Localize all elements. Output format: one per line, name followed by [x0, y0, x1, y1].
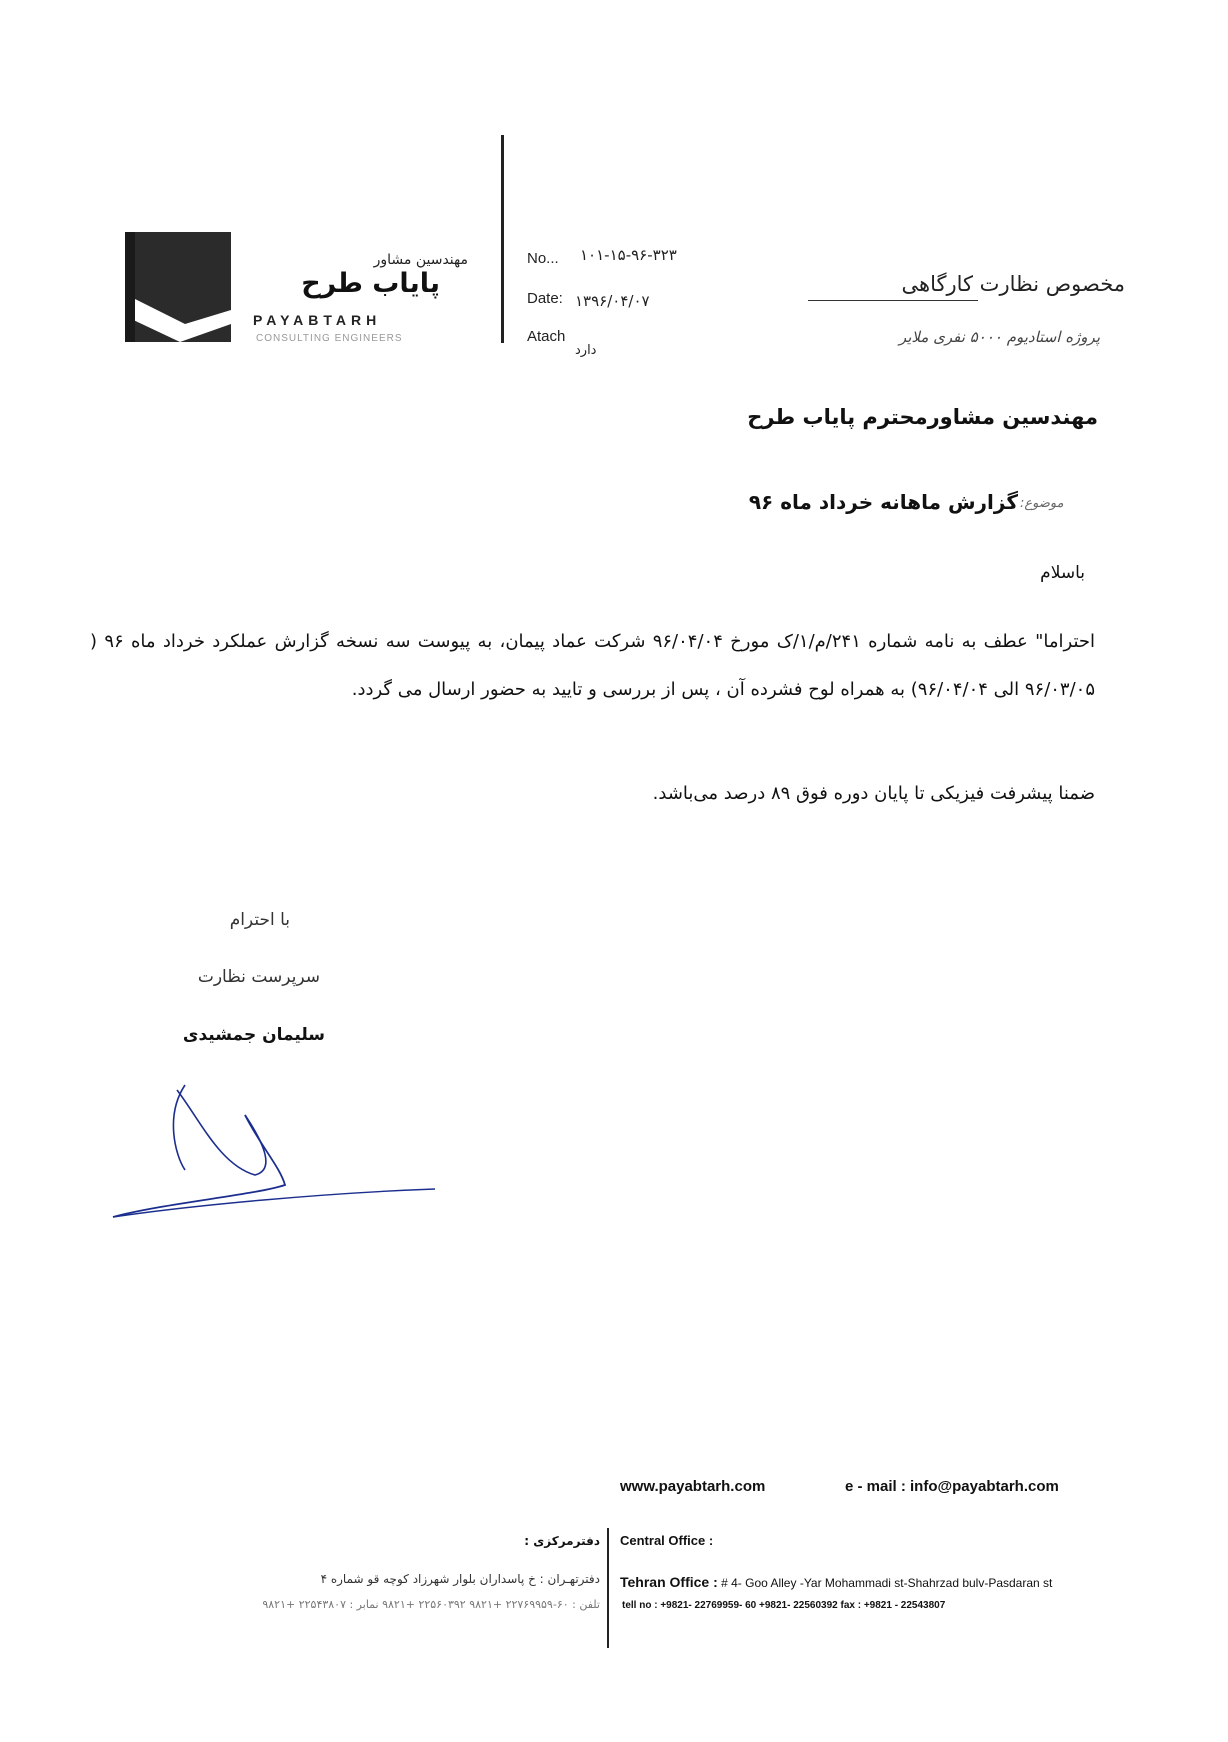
ref-attach-label: Atach [527, 328, 566, 345]
project-name: پروژه استادیوم ۵۰۰۰ نفری ملایر [898, 328, 1100, 346]
logo-fa-subtitle: مهندسین مشاور [373, 252, 468, 268]
handwritten-signature [105, 1075, 445, 1220]
logo-fa-name: پایاب طرح [301, 268, 440, 299]
subject-label: موضوع: [1020, 496, 1064, 511]
ref-attach-value: دارد [575, 343, 597, 358]
logo-en-subtitle: CONSULTING ENGINEERS [256, 333, 403, 344]
letter-body-progress: ضمنا پیشرفت فیزیکی تا پایان دوره فوق ۸۹ درصد می‌باشد. [652, 783, 1095, 804]
tehran-office-en [620, 1574, 1052, 1590]
ref-date-value: ۱۳۹۶/۰۴/۰۷ [575, 292, 650, 310]
central-office-fa: دفترمرکزی : [524, 1534, 600, 1548]
footer-divider [607, 1528, 609, 1648]
company-logo-mark [125, 232, 231, 342]
subject: گزارش ماهانه خرداد ماه ۹۶ [748, 490, 1018, 514]
tehran-office-en-label: Tehran Office : [620, 1574, 718, 1590]
tehran-office-fa: دفترتهـران : خ پاسداران بلوار شهرزاد کوچه قو شماره ۴ [320, 1572, 600, 1586]
header-divider [501, 135, 504, 343]
logo-en-name: PAYABTARH [253, 312, 382, 328]
phone-en: tell no : +9821- 22769959- 60 +9821- 22560392 fax : +9821 - 22543807 [622, 1600, 946, 1611]
closing: با احترام [229, 910, 290, 930]
footer-email: e - mail : info@payabtarh.com [845, 1478, 1059, 1495]
footer-website: www.payabtarh.com [620, 1478, 766, 1495]
special-marking: مخصوص نظارت کارگاهی [901, 272, 1125, 296]
signer-name: سلیمان جمشیدی [182, 1025, 325, 1045]
phone-fa: تلفن : ۶۰-۲۲۷۶۹۹۵۹ +۹۸۲۱ ۲۲۵۶۰۳۹۲ +۹۸۲۱ نمابر : ۲۲۵۴۳۸۰۷ +۹۸۲۱ [262, 1598, 600, 1611]
signer-role: سرپرست نظارت [197, 967, 320, 987]
addressee: مهندسین مشاورمحترم پایاب طرح [747, 405, 1098, 429]
letter-body: احتراما" عطف به نامه شماره ۲۴۱/م/۱/ک مورخ ۹۶/۰۴/۰۴ شرکت عماد پیمان، به پیوست سه نسخه گزارش عملکرد خرداد ماه ۹۶ ( ۹۶/۰۳/۰۵ الی ۹۶/۰۴/۰۴) به همراه لوح فشرده آن ، پس از بررسی و تایید به حضور ارسال می گردد. [90, 631, 1096, 700]
ref-no-value: ۱۰۱-۱۵-۹۶-۳۲۳ [580, 246, 677, 264]
ref-no-label: No... [527, 250, 559, 267]
ref-date-label: Date: [527, 290, 563, 307]
greeting: باسلام [1040, 563, 1085, 583]
special-underline [808, 300, 978, 301]
central-office-en: Central Office : [620, 1533, 714, 1548]
tehran-office-en-address: # 4- Goo Alley -Yar Mohammadi st-Shahrzad bulv-Pasdaran st [721, 1576, 1053, 1590]
